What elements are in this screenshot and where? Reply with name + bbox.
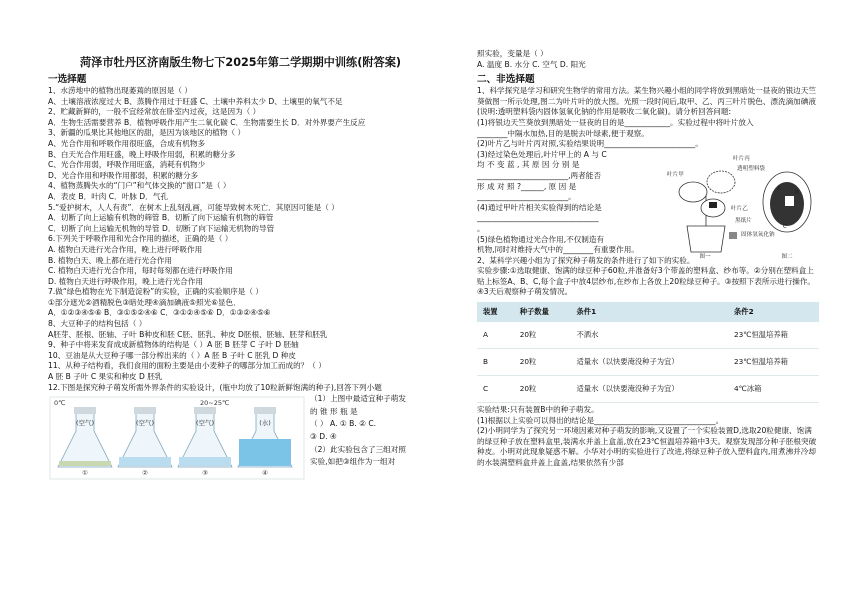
left-column xyxy=(48,0,433,479)
table-cell: A xyxy=(477,322,514,349)
question-line: 6.下列关于呼吸作用和光合作用的描述，正确的是（ ） xyxy=(48,234,233,244)
figure-1-label: 图一 xyxy=(699,253,711,260)
section-choice-heading: 一选择题 xyxy=(48,74,87,85)
question-12-continued xyxy=(477,49,819,70)
table-cell: 适量水（以快要淹没种子为宜） xyxy=(571,349,728,376)
question-line: 12.下图是探究种子萌发所需外界条件的实验设计，(瓶中均放了10粒新鲜饱满的种子),回答下列小题 xyxy=(48,382,382,392)
question-line: 11、从种子结构看，我们食用的面粉主要是由小麦种子的哪部分加工而成的？（ ） xyxy=(48,361,326,371)
figure-2-label: 图二 xyxy=(781,253,793,260)
question-1-intro: 1、科学探究是学习和研究生物学的常用方法。某生物兴趣小组的同学将放到黑暗处一昼夜的银边天竺葵做图一所示处理,图二为叶片叶的放大图。光照一段时间后,取甲、乙、丙三叶片脱色、漂洗滴加碘液(说明:透明塑料袋内固体氢氧化钠的作用是吸收二氧化碳)。请分析回答问题: xyxy=(477,86,816,117)
question-line: B. 植物白天、晚上都在进行光合作用 xyxy=(48,255,172,265)
caption-line: （ ） A. ① B. ② C. xyxy=(310,419,377,429)
question-2-line: (1)根据以上实验可以得出的结论是________________________________。 xyxy=(477,415,724,425)
flask-temperature: 0℃ xyxy=(54,399,66,408)
table-cell: B xyxy=(477,349,514,376)
question-line: A胚芽、胚根、胚轴、子叶 B种皮和胚 C胚、胚乳、种皮 D胚根、胚轴、胚芽和胚乳 xyxy=(48,329,328,339)
table-header-row xyxy=(477,302,819,322)
question-line: B、白天光合作用旺盛，晚上呼吸作用弱，积累的糖分多 xyxy=(48,149,236,159)
table-row xyxy=(477,349,819,376)
table-cell: 23℃恒温培养箱 xyxy=(728,349,819,376)
table-row xyxy=(477,376,819,403)
question-line: 1、水涝地中的植物出现萎蔫的原因是（ ） xyxy=(48,86,192,95)
question-12-subquestions xyxy=(310,393,434,469)
flask-label: (水) xyxy=(259,419,271,428)
question-line: A、土壤溶液浓度过大 B、蒸腾作用过于旺盛 C、土壤中养料太少 D、土壤里的氧气不足 xyxy=(48,96,343,106)
figure-callout: 叶片丙 xyxy=(733,155,750,162)
question-1-part: ________中隔水加热,目的是脱去叶绿素,便于观察。 xyxy=(477,128,649,138)
question-line: A．生物生活需要营养 B．植物呼吸作用产生二氧化碳 C．生物需要生长 D．对外界要产生反应 xyxy=(48,117,366,127)
flask-label: (空气) xyxy=(75,419,95,428)
question-1-part: (4)通过甲叶片相关实验得到的结论是 xyxy=(477,202,602,212)
question-line: D、光合作用和呼吸作用都弱，积累的糖分多 xyxy=(48,170,199,180)
question-1-part: 形 成 对 照 ?______, 原 因 是 xyxy=(477,181,577,191)
caption-line: 实验,如把③组作为一组对 xyxy=(310,457,396,467)
figure-callout: 黑纸片 xyxy=(735,217,752,224)
question-1-part: (1)将银边天竺葵放到黑暗处一昼夜的目的是____________。实验过程中将叶片放入 xyxy=(477,117,754,127)
table-cell: 20粒 xyxy=(514,349,571,376)
question-line: 10、豆油是从大豆种子哪一部分榨出来的（ ）A 胚 B 子叶 C 胚乳 D 种皮 xyxy=(48,350,296,360)
question-2-intro: 2、某科学兴趣小组为了探究种子萌发的条件进行了如下的实验。 xyxy=(477,255,695,265)
question-line: 2、贮藏新鲜的，一般不宜经常放在卧室内过夜，这是因为（ ） xyxy=(48,107,261,117)
leaf-region-letter: A xyxy=(777,185,781,192)
question-line: C．切断了向上运输无机物的导管 D．切断了向下运输无机物的导管 xyxy=(48,223,275,233)
question-1-part: (3)经过染色处理后,叶片甲上的 A 与 C xyxy=(477,149,607,159)
question-2-line: (2)小明同学为了探究另一环境因素对种子萌发的影响,又设置了一个实验装置D,选取20粒健康、饱满的绿豆种子放在塑料盒里,装满水并盖上盒盖,放在23℃恒温培养箱中3天。观察发现部分种子胚根突破种皮。小明对此现象疑惑不解。小华对小明的实验进行了改进,将绿豆种子放入塑料盒内,用煮沸并冷却的水装满塑料盒并盖上盒盖,结果依然有少部 xyxy=(477,426,817,468)
table-cell: 4℃冰箱 xyxy=(728,376,819,403)
question-line: A．①②③④⑤⑥ B．③①⑤②④⑥ C．③①②④⑤⑥ D．①③②④⑤⑥ xyxy=(48,308,271,318)
question-line: 7.做“绿色植物在光下制造淀粉”的实验，正确的实验顺序是（ ） xyxy=(48,287,263,297)
table-cell: C xyxy=(477,376,514,403)
section-nonchoice-heading: 二、非选择题 xyxy=(477,74,535,86)
flask-number: ② xyxy=(142,469,148,478)
table-cell: 23℃恒温培养箱 xyxy=(728,322,819,349)
table-header-cell: 条件2 xyxy=(728,302,819,322)
right-column xyxy=(477,49,819,469)
figure-callout: 叶片甲 xyxy=(667,171,684,178)
question-line: ①部分遮光②酒精脱色③暗处理④滴加碘液⑤照光⑥显色． xyxy=(48,297,241,307)
figure-callout: 叶片乙 xyxy=(731,205,748,212)
question-1-part: (2)叶片乙与叶片丙对照,实验结果说明________________________。 xyxy=(477,139,703,149)
question-line: A. 植物白天进行光合作用，晚上进行呼吸作用 xyxy=(48,244,203,254)
question-line: A．表皮 B．叶肉 C．叶脉 D．气孔 xyxy=(48,191,168,201)
question-line: D. 植物白天进行呼吸作用，晚上进行光合作用 xyxy=(48,276,203,286)
flask-number: ① xyxy=(82,469,88,478)
table-cell: 不洒水 xyxy=(571,322,728,349)
leaf-experiment-figure xyxy=(665,148,815,260)
caption-line: 的 锥 形 瓶 是 xyxy=(310,406,358,416)
question-1-part: ________________________。 xyxy=(477,192,576,202)
question-2-steps: 实验步骤:①选取健康、饱满的绿豆种子60粒,并准备好3个带盖的塑料盒、纱布等。②分别在塑料盒上贴上标签A、B、C,每个盒子中放4层纱布,在纱布上各放上20粒绿豆种子。③按照下表所示进行操作。④3天后观察种子萌发情况。 xyxy=(477,266,815,297)
table-cell: 20粒 xyxy=(514,376,571,403)
question-1-part: ________________________________ xyxy=(477,213,599,223)
question-line: 4、植物蒸腾失水的“门户”和气体交换的“窗口”是（ ） xyxy=(48,181,231,191)
question-line: A. 温度 B. 水分 C. 空气 D. 阳光 xyxy=(477,59,586,69)
question-line: 8、大豆种子的结构包括（ ） xyxy=(48,319,147,329)
figure-callout: 透明塑料袋 xyxy=(737,165,765,172)
question-line: C. 植物白天进行光合作用，每时每刻都在进行呼吸作用 xyxy=(48,266,233,276)
question-line: A 胚 B 子叶 C 果实和种皮 D 胚乳 xyxy=(48,372,163,382)
page-title: 菏泽市牡丹区济南版生物七下2025年第二学期期中训练(附答案) xyxy=(79,56,402,69)
question-12-figure-block xyxy=(48,393,433,479)
table-header-cell: 条件1 xyxy=(571,302,728,322)
question-line: 3、新疆的瓜果比其他地区的甜，是因为该地区的植物（ ） xyxy=(48,128,246,138)
choice-questions xyxy=(48,86,433,393)
question-line: 9、种子中将来发育成成新植物体的结构是（ ）A 胚 B 胚芽 C 子叶 D 胚轴 xyxy=(48,340,299,350)
table-cell: 适量水（以快要淹没种子为宜） xyxy=(571,376,728,403)
table-header-cell: 装置 xyxy=(477,302,514,322)
question-1-part: ________________________,两者能否 xyxy=(477,170,601,180)
question-line: A、光合作用和呼吸作用很旺盛，合成有机物多 xyxy=(48,138,206,148)
experiment-table xyxy=(477,302,819,403)
leaf-region-letter: C xyxy=(783,223,787,230)
question-line: A．切断了向上运输有机物的筛管 B．切断了向下运输有机物的筛管 xyxy=(48,213,274,223)
question-1-part: 均 不 变 蓝 , 其 原 因 分 别 是 xyxy=(477,160,580,170)
figure-callout: 固体氢氧化钠 xyxy=(741,231,775,238)
question-line: C、光合作用弱，呼吸作用旺盛，消耗有机物少 xyxy=(48,160,206,170)
table-cell: 20粒 xyxy=(514,322,571,349)
table-header-cell: 种子数量 xyxy=(514,302,571,322)
flask-label: (空气) xyxy=(135,419,155,428)
question-1-part: 。 xyxy=(477,223,485,233)
question-1-part: (5)绿色植物通过光合作用,不仅制造有 xyxy=(477,234,605,244)
flask-label: (空气) xyxy=(195,419,215,428)
flask-number: ③ xyxy=(202,469,208,478)
question-2-after xyxy=(477,405,819,469)
flask-number: ④ xyxy=(262,469,268,478)
question-2-line: 实验结果:只有装置B中的种子萌发。 xyxy=(477,405,599,415)
question-line: 5.“爱护树木，人人有责”．在树木上乱刻乱画，可能导致树木死亡．其原因可能是（ ） xyxy=(48,202,339,212)
table-row xyxy=(477,322,819,349)
flask-temperature: 20~25℃ xyxy=(200,399,230,408)
caption-line: （2）此实验包含了三组对照 xyxy=(310,444,406,454)
caption-line: ③ D. ④ xyxy=(310,432,337,441)
question-1-part: 机物,同时对维持大气中的________有重要作用。 xyxy=(477,245,639,255)
question-line: 照实验，变量是（ ） xyxy=(477,49,548,58)
flask-experiment-figure xyxy=(48,395,306,481)
caption-line: （1）上图中最适宜种子萌发 xyxy=(310,394,406,404)
leaf-region-letter: B xyxy=(795,189,799,196)
